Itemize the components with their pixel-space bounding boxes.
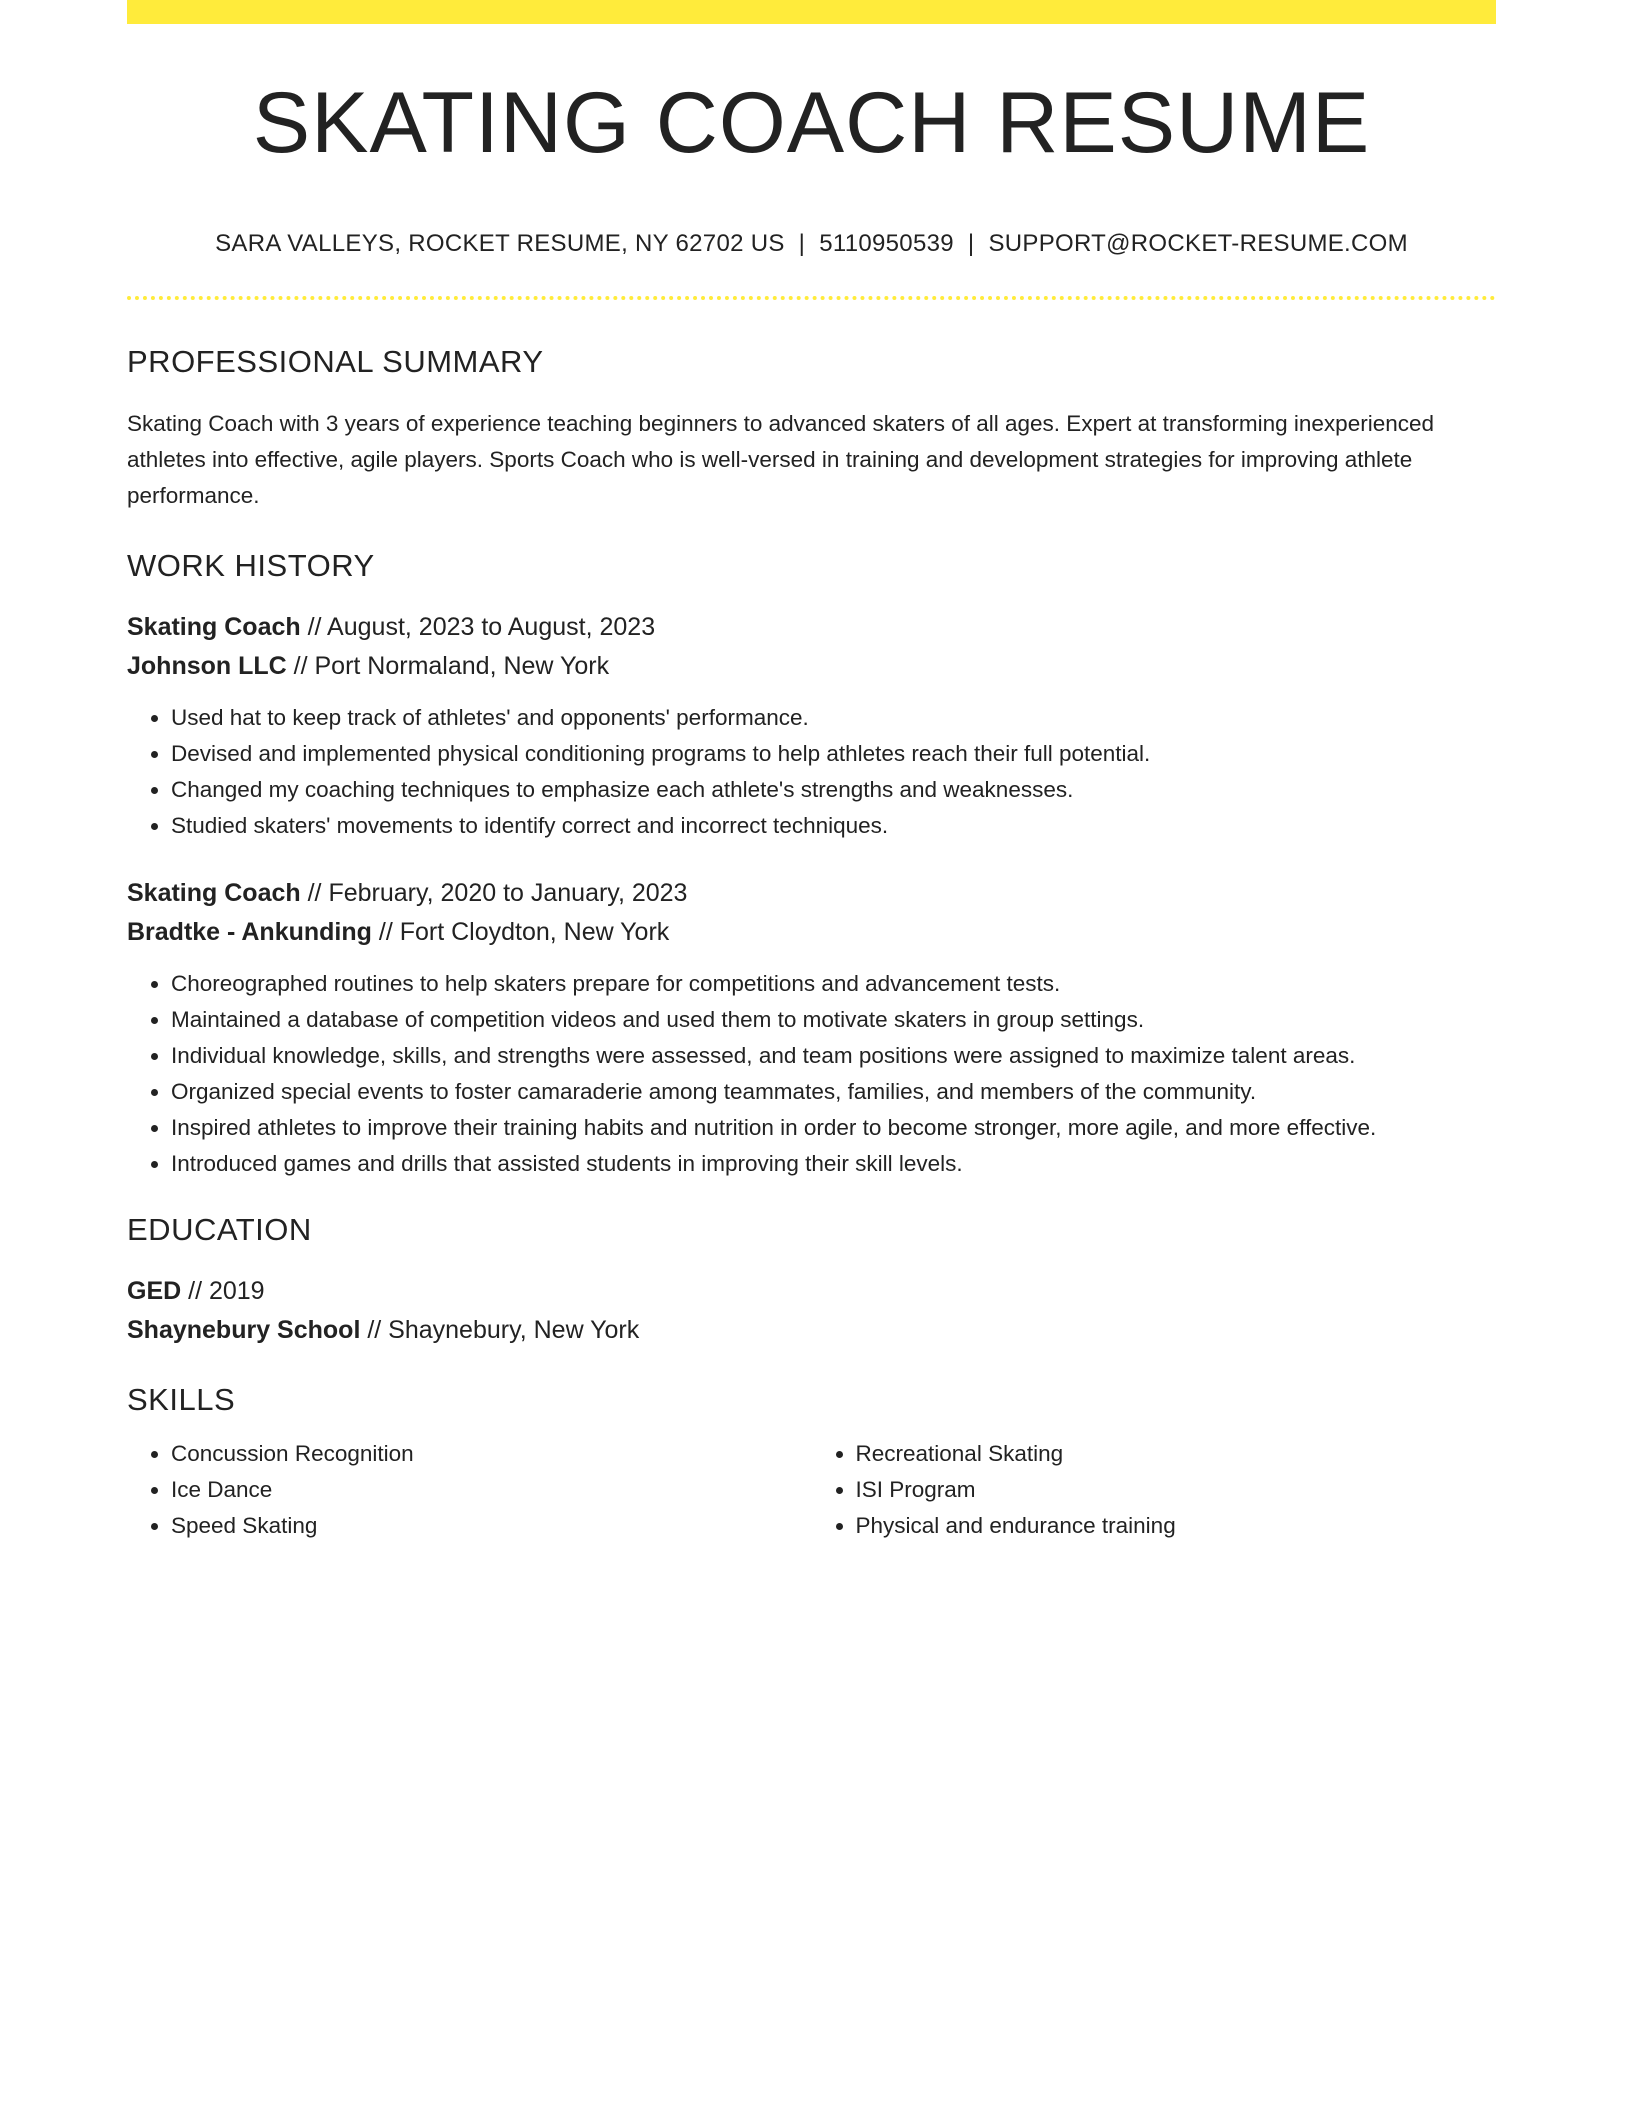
education-degree-line: [127, 1272, 1496, 1311]
summary-text: Skating Coach with 3 years of experience teaching beginners to advanced skaters of all ages. Expert at transforming inexperienced athletes into effective, agile players. Sports Coach who is well-versed in training and development strategies for improving athlete performance.: [127, 411, 1434, 508]
accent-top-bar: [127, 0, 1496, 24]
skills-column-right: [812, 1436, 1497, 1544]
job-bullet: • Organized special events to foster camaraderie among teammates, families, and members of the community.: [171, 1074, 1496, 1110]
skill-item: • Concussion Recognition: [171, 1436, 812, 1472]
contact-email: SUPPORT@ROCKET-RESUME.COM: [988, 230, 1408, 257]
job-bullet: • Used hat to keep track of athletes' and opponents' performance.: [171, 700, 1496, 736]
contact-phone: 5110950539: [819, 230, 954, 257]
job-bullet: • Studied skaters' movements to identify correct and incorrect techniques.: [171, 808, 1496, 844]
skill-item: • Ice Dance: [171, 1472, 812, 1508]
education-year: // 2019: [181, 1277, 265, 1305]
job-role-line: [127, 608, 1496, 647]
skill-item: • Physical and endurance training: [856, 1508, 1497, 1544]
job-dates: // February, 2020 to January, 2023: [300, 879, 688, 907]
education-heading: EDUCATION: [127, 1212, 312, 1247]
education-degree: GED: [127, 1277, 182, 1305]
job-company: Bradtke - Ankunding: [127, 918, 372, 946]
job-location: // Port Normaland, New York: [286, 652, 610, 680]
skill-item: • Speed Skating: [171, 1508, 812, 1544]
job-bullet: • Individual knowledge, skills, and strengths were assessed, and team positions were assigned to maximize talent areas.: [171, 1038, 1496, 1074]
job-bullets: [127, 700, 1496, 844]
work-history-heading: WORK HISTORY: [127, 548, 375, 583]
job-role-line: [127, 874, 1496, 913]
skill-item: • ISI Program: [856, 1472, 1497, 1508]
education-location: // Shaynebury, New York: [360, 1316, 640, 1344]
job-company-line: [127, 913, 1496, 952]
job-bullet: • Inspired athletes to improve their training habits and nutrition in order to become stronger, more agile, and more effective.: [171, 1110, 1496, 1146]
education-school: Shaynebury School: [127, 1316, 361, 1344]
job-entry: [127, 874, 1496, 1182]
dotted-divider: [127, 296, 1496, 300]
summary-heading: PROFESSIONAL SUMMARY: [127, 344, 544, 379]
education-entry: [127, 1272, 1496, 1350]
skills-list: [127, 1436, 1496, 1544]
job-company: Johnson LLC: [127, 652, 287, 680]
contact-separator: |: [967, 230, 975, 257]
job-bullet: • Devised and implemented physical conditioning programs to help athletes reach their full potential.: [171, 736, 1496, 772]
skills-column-left: [127, 1436, 812, 1544]
job-bullet: • Choreographed routines to help skaters prepare for competitions and advancement tests.: [171, 966, 1496, 1002]
job-bullets: [127, 966, 1496, 1182]
job-role: Skating Coach: [127, 613, 301, 641]
job-bullet: • Introduced games and drills that assisted students in improving their skill levels.: [171, 1146, 1496, 1182]
skills-heading: SKILLS: [127, 1382, 236, 1417]
resume-title: SKATING COACH RESUME: [252, 75, 1371, 171]
job-entry: [127, 608, 1496, 844]
job-bullet: • Maintained a database of competition videos and used them to motivate skaters in group settings.: [171, 1002, 1496, 1038]
education-school-line: [127, 1311, 1496, 1350]
job-dates: // August, 2023 to August, 2023: [300, 613, 656, 641]
job-bullet: • Changed my coaching techniques to emphasize each athlete's strengths and weaknesses.: [171, 772, 1496, 808]
resume-page: [127, 0, 1496, 1544]
job-location: // Fort Cloydton, New York: [371, 918, 670, 946]
job-company-line: [127, 647, 1496, 686]
contact-address: SARA VALLEYS, ROCKET RESUME, NY 62702 US: [215, 230, 785, 257]
contact-line: [127, 230, 1496, 258]
contact-separator: |: [798, 230, 806, 257]
skill-item: • Recreational Skating: [856, 1436, 1497, 1472]
job-role: Skating Coach: [127, 879, 301, 907]
